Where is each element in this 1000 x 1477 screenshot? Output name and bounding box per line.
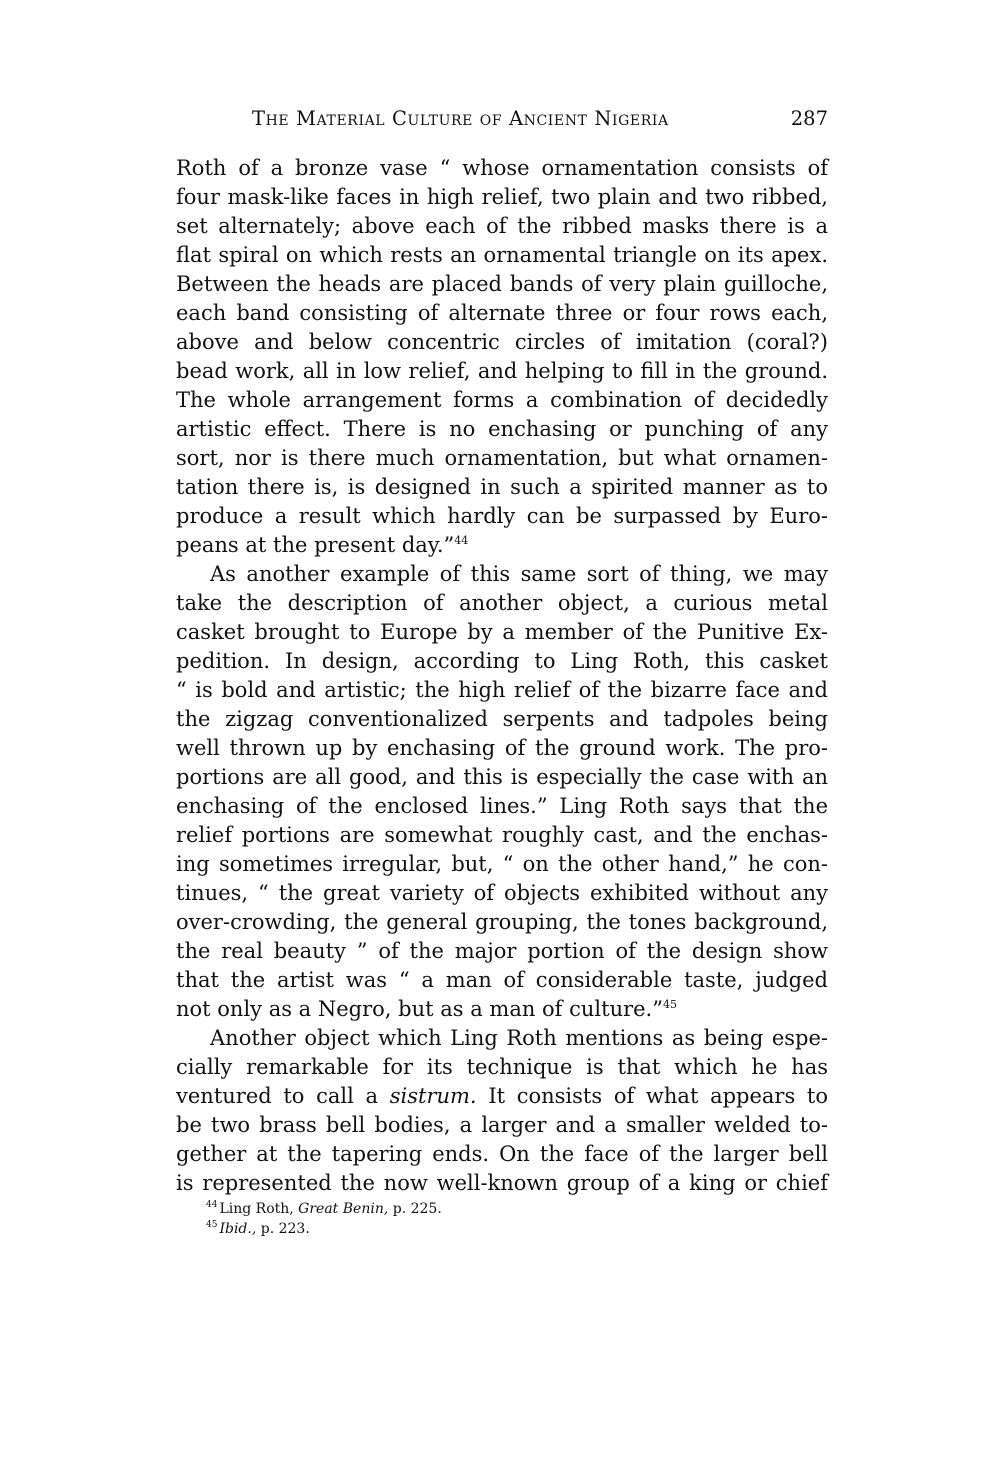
text-line: casket brought to Europe by a member of the Punitive Ex- [176, 620, 828, 644]
text-line: gether at the tapering ends. On the face of the larger bell [176, 1142, 828, 1166]
text-line: above and below concentric circles of imitation (coral?) [176, 330, 828, 354]
text-line: bead work, all in low relief, and helping to fill in the ground. [176, 359, 828, 383]
text-line: relief portions are somewhat roughly cast, and the enchas- [176, 823, 828, 847]
text-line: well thrown up by enchasing of the ground work. The pro- [176, 736, 828, 760]
text-line: artistic effect. There is no enchasing or punching of any [176, 417, 828, 441]
text-line: ing sometimes irregular, but, “ on the other hand,” he con- [176, 852, 828, 876]
italic-term: sistrum. [389, 1084, 477, 1108]
text-line: The whole arrangement forms a combination of decidedly [176, 388, 828, 412]
text-line: is represented the now well-known group of a king or chief [176, 1171, 828, 1195]
text-line: enchasing of the enclosed lines.” Ling Roth says that the [176, 794, 828, 818]
footnote-ref-45: 45 [662, 998, 677, 1011]
text-line: set alternately; above each of the ribbed masks there is a [176, 214, 828, 238]
body-text [176, 154, 828, 1198]
text-line: the real beauty ” of the major portion of the design show [176, 939, 828, 963]
text-line: Roth of a bronze vase “ whose ornamentation consists of [176, 156, 828, 180]
text-line-content: peans at the present day.” [176, 533, 455, 557]
text-line: flat spiral on which rests an ornamental triangle on its apex. [176, 243, 828, 267]
footnote-45 [206, 1219, 828, 1239]
footnote-text-after: p. 225. [392, 1201, 442, 1217]
text-segment: ventured to call a [176, 1084, 379, 1108]
running-header [176, 101, 828, 137]
text-line: portions are all good, and this is especially the case with an [176, 765, 828, 789]
running-title: The Material Culture of Ancient Nigeria [252, 107, 669, 130]
text-line: tation there is, is designed in such a spirited manner as to [176, 475, 828, 499]
text-line [176, 531, 828, 560]
text-line: cially remarkable for its technique is that which he has [176, 1055, 828, 1079]
text-line: produce a result which hardly can be surpassed by Euro- [176, 504, 828, 528]
footnote-text-after: p. 223. [260, 1221, 310, 1237]
text-line: tinues, “ the great variety of objects exhibited without any [176, 881, 828, 905]
text-line: be two brass bell bodies, a larger and a smaller welded to- [176, 1113, 828, 1137]
page-number: 287 [790, 107, 828, 130]
text-line: four mask-like faces in high relief, two plain and two ribbed, [176, 185, 828, 209]
text-line: over-crowding, the general grouping, the tones background, [176, 910, 828, 934]
text-line [176, 995, 828, 1024]
text-line: Between the heads are placed bands of very plain guilloche, [176, 272, 828, 296]
text-line: the zigzag conventionalized serpents and tadpoles being [176, 707, 828, 731]
paragraph-start-line: Another object which Ling Roth mentions as being espe- [210, 1026, 828, 1050]
text-segment: It consists of what appears to [488, 1084, 828, 1108]
text-line: sort, nor is there much ornamentation, but what ornamen- [176, 446, 828, 470]
footnote-number: 44 [206, 1200, 218, 1211]
footnote-ref-44: 44 [454, 534, 469, 547]
footnote-italic: Ibid., [219, 1221, 257, 1237]
text-line: that the artist was “ a man of considerable taste, judged [176, 968, 828, 992]
text-line: pedition. In design, according to Ling Roth, this casket [176, 649, 828, 673]
text-line: take the description of another object, a curious metal [176, 591, 828, 615]
footnote-italic: Great Benin, [298, 1201, 389, 1217]
text-line [176, 1082, 828, 1111]
footnote-text: Ling Roth, [219, 1201, 294, 1217]
text-line-content: not only as a Negro, but as a man of culture.” [176, 997, 663, 1021]
text-line: each band consisting of alternate three or four rows each, [176, 301, 828, 325]
footnotes [206, 1199, 828, 1239]
paragraph-start-line: As another example of this same sort of thing, we may [210, 562, 828, 586]
text-line: “ is bold and artistic; the high relief of the bizarre face and [176, 678, 828, 702]
footnote-44 [206, 1199, 828, 1219]
footnote-number: 45 [206, 1220, 218, 1231]
